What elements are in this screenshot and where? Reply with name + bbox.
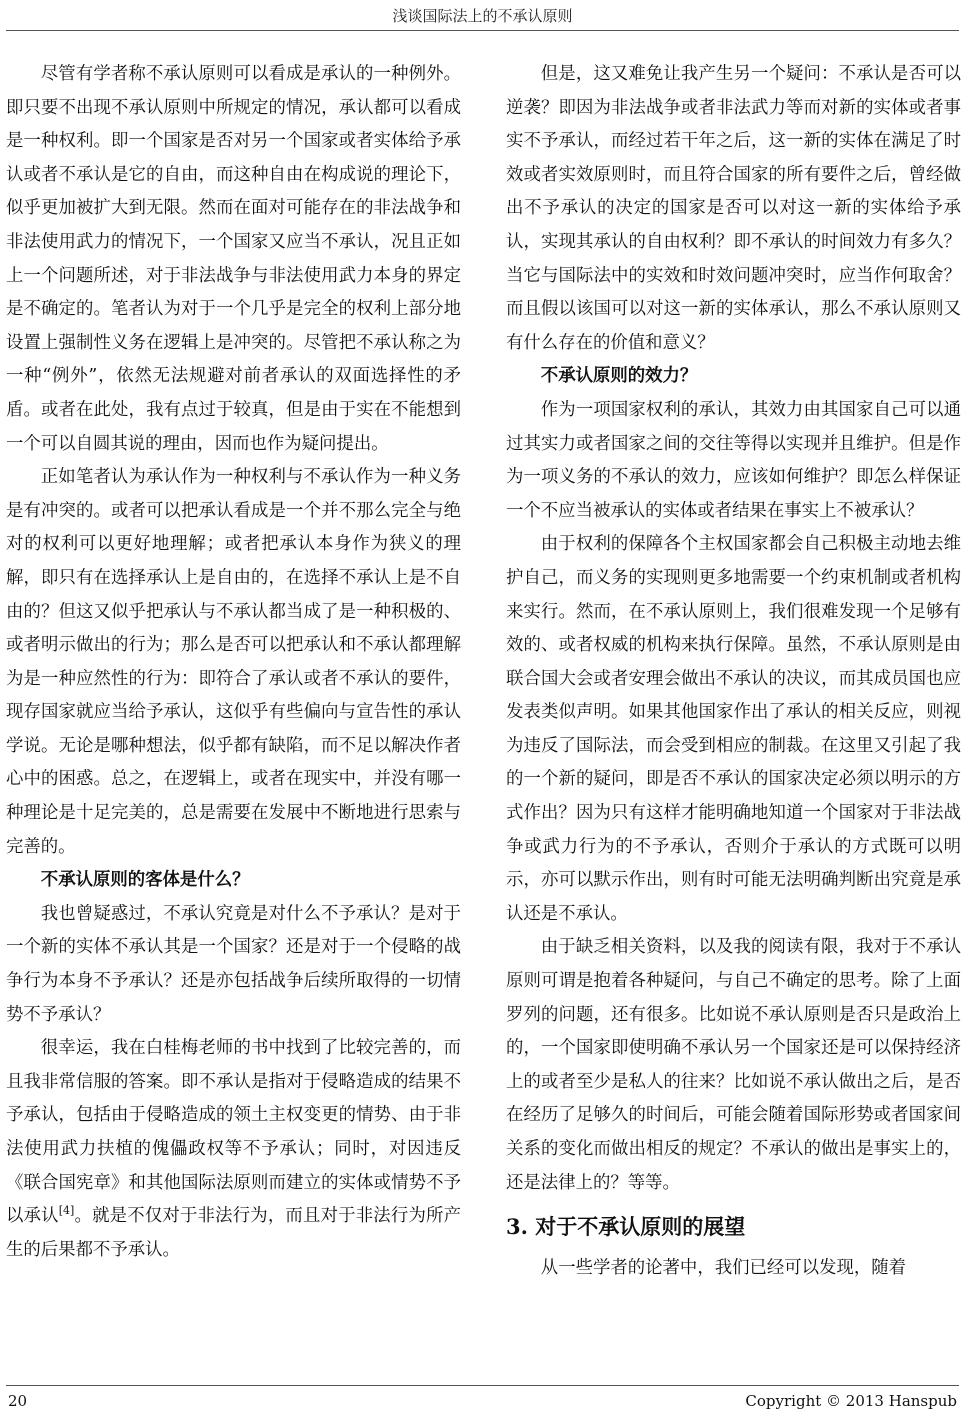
footer-divider [6, 1385, 959, 1386]
left-column [6, 58, 461, 1267]
header-divider [6, 30, 959, 31]
paragraph [6, 1032, 461, 1267]
paragraph: 但是，这又难免让我产生另一个疑问：不承认是否可以逆袭？即因为非法战争或者非法武力等而对新的实体或者事实不予承认，而经过若干年之后，这一新的实体在满足了时效或者实效原则时，而且符合国家的所有要件之后，曾经做出不予承认的决定的国家是否可以对这一新的实体给予承认，实现其承认的自由权利？即不承认的时间效力有多久？当它与国际法中的实效和时效问题冲突时，应当作何取舍？而且假以该国可以对这一新的实体承认，那么不承认原则又有什么存在的价值和意义？ [506, 64, 961, 353]
paragraph: 由于权利的保障各个主权国家都会自己积极主动地去维护自己，而义务的实现则更多地需要一个约束机制或者机构来实行。然而，在不承认原则上，我们很难发现一个足够有效的、或者权威的机构来执行保障。虽然，不承认原则是由联合国大会或者安理会做出不承认的决议，而其成员国也应发表类似声明。如果其他国家作出了承认的相关反应，则视为违反了国际法，而会受到相应的制裁。在这里又引起了我的一个新的疑问，即是否不承认的国家决定必须以明示的方式作出？因为只有这样才能明确地知道一个国家对于非法战争或武力行为的不予承认，否则介于承认的方式既可以明示，亦可以默示作出，则有时可能无法明确判断出究竟是承认还是不承认。 [506, 534, 961, 924]
paragraph: 正如笔者认为承认作为一种权利与不承认作为一种义务是有冲突的。或者可以把承认看成是一个并不那么完全与绝对的权利可以更好地理解；或者把承认本身作为狭义的理解，即只有在选择承认上是自由的，在选择不承认上是不自由的？但这又似乎把承认与不承认都当成了是一种积极的、或者明示做出的行为；那么是否可以把承认和不承认都理解为是一种应然性的行为：即符合了承认或者不承认的要件，现存国家就应当给予承认，这似乎有些偏向与宣告性的承认学说。无论是哪种想法，似乎都有缺陷，而不足以解决作者心中的困惑。总之，在逻辑上，或者在现实中，并没有哪一种理论是十足完美的，总是需要在发展中不断地进行思索与完善的。 [6, 467, 461, 857]
paragraph-text: 很幸运，我在白桂梅老师的书中找到了比较完善的，而且我非常信服的答案。即不承认是指对于侵略造成的结果不予承认，包括由于侵略造成的领土主权变更的情势、由于非法使用武力扶植的傀儡政权等不予承认；同时，对因违反《联合国宪章》和其他国际法原则而建立的实体或情势不予以承认 [6, 1038, 461, 1227]
paragraph: 作为一项国家权利的承认，其效力由其国家自己可以通过其实力或者国家之间的交往等得以实现并且维护。但是作为一项义务的不承认的效力，应该如何维护？即怎么样保证一个不应当被承认的实体或者结果在事实上不被承认？ [506, 399, 961, 521]
citation-ref[interactable]: [4] [58, 1204, 75, 1218]
paragraph: 由于缺乏相关资料，以及我的阅读有限，我对于不承认原则可谓是抱着各种疑问，与自己不确定的思考。除了上面罗列的问题，还有很多。比如说不承认原则是否只是政治上的，一个国家即使明确不承认另一个国家还是可以保持经济上的或者至少是私人的往来？比如说不承认做出之后，是否在经历了足够久的时间后，可能会随着国际形势或者国家间关系的变化而做出相反的规定？不承认的做出是事实上的，还是法律上的？等等。 [506, 937, 961, 1193]
paragraph: 从一些学者的论著中，我们已经可以发现，随着 [540, 1258, 907, 1279]
subheading-effect: 不承认原则的效力？ [540, 366, 698, 387]
subheading-object: 不承认原则的客体是什么？ [40, 870, 250, 891]
copyright-notice: Copyright © 2013 Hanspub [745, 1392, 957, 1410]
section-heading: 3. 对于不承认原则的展望 [506, 1214, 746, 1240]
right-column [506, 58, 961, 1286]
paragraph: 尽管有学者称不承认原则可以看成是承认的一种例外。即只要不出现不承认原则中所规定的情况，承认都可以看成是一种权利。即一个国家是否对另一个国家或者实体给予承认或者不承认是它的自由，而这种自由在构成说的理论下，似乎更加被扩大到无限。然而在面对可能存在的非法战争和非法使用武力的情况下，一个国家又应当不承认，况且正如上一个问题所述，对于非法战争与非法使用武力本身的界定是不确定的。笔者认为对于一个几乎是完全的权利上部分地设置上强制性义务在逻辑上是冲突的。尽管把不承认称之为一种“例外”，依然无法规避对前者承认的双面选择性的矛盾。或者在此处，我有点过于较真，但是由于实在不能想到一个可以自圆其说的理由，因而也作为疑问提出。 [6, 64, 461, 454]
paragraph-text: 。就是不仅对于非法行为，而且对于非法行为所产生的后果都不予承认。 [6, 1206, 461, 1260]
paragraph: 我也曾疑惑过，不承认究竟是对什么不予承认？是对于一个新的实体不承认其是一个国家？还是对于一个侵略的战争行为本身不予承认？还是亦包括战争后续所取得的一切情势不予承认？ [6, 903, 461, 1025]
running-title: 浅谈国际法上的不承认原则 [392, 7, 573, 25]
page-number: 20 [8, 1392, 28, 1410]
